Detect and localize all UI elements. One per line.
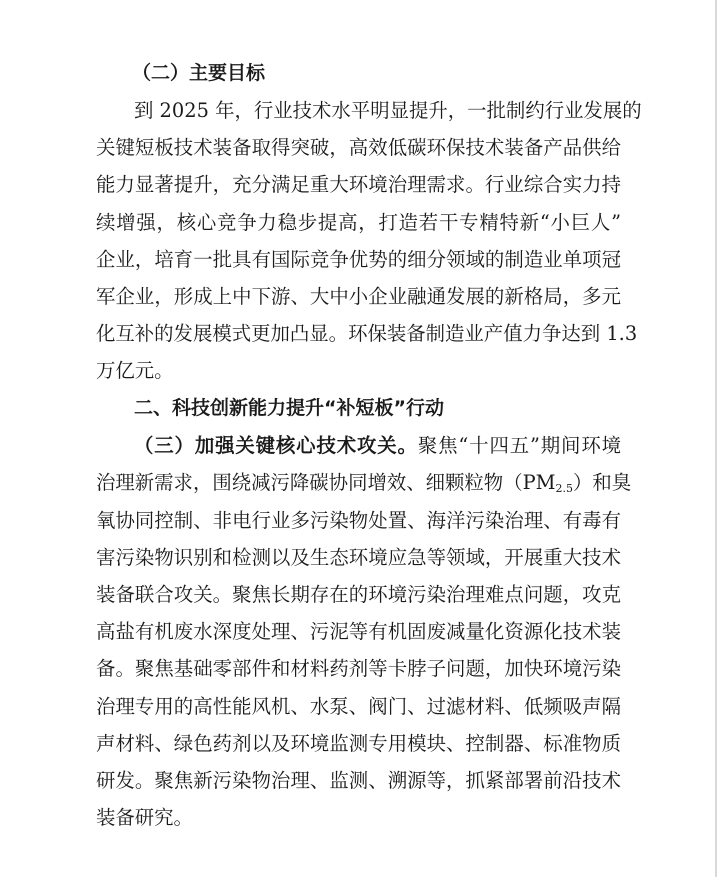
paragraph-line: 关键短板技术装备取得突破，高效低碳环保技术装备产品供给 bbox=[96, 136, 621, 159]
paragraph-line: 治理专用的高性能风机、水泵、阀门、过滤材料、低频吸声隔 bbox=[96, 695, 621, 718]
paragraph-line-lead bbox=[134, 436, 621, 455]
paragraph-line: 化互补的发展模式更加凸显。环保装备制造业产值力争达到 1.3 bbox=[96, 322, 638, 345]
lead-text: 聚焦“十四五”期间环境 bbox=[417, 434, 621, 457]
paragraph-line: 研发。聚焦新污染物治理、监测、溯源等，抓紧部署前沿技术 bbox=[96, 769, 621, 792]
paragraph-line: 备。聚焦基础零部件和材料药剂等卡脖子问题，加快环境污染 bbox=[96, 657, 621, 680]
paragraph-line: 万亿元。 bbox=[96, 359, 174, 382]
pm-subscript: 2.5 bbox=[555, 482, 573, 495]
subsection-heading-key-tech: （三）加强关键核心技术攻关。 bbox=[134, 434, 418, 457]
line-text-post: ）和臭 bbox=[573, 471, 632, 494]
section-heading-innovation-action: 二、科技创新能力提升“补短板”行动 bbox=[134, 397, 444, 419]
paragraph-line: 军企业，形成上中下游、大中小企业融通发展的新格局，多元 bbox=[96, 285, 621, 308]
paragraph-line bbox=[96, 471, 632, 495]
paragraph-line: 企业，培育一批具有国际竞争优势的细分领域的制造业单项冠 bbox=[96, 248, 621, 271]
paragraph-line: 装备联合攻关。聚焦长期存在的环境污染治理难点问题，攻克 bbox=[96, 583, 621, 606]
paragraph-line: 声材料、绿色药剂以及环境监测专用模块、控制器、标准物质 bbox=[96, 732, 621, 755]
paragraph-line: 到 2025 年，行业技术水平明显提升，一批制约行业发展的 bbox=[134, 99, 642, 122]
paragraph-line: 能力显著提升，充分满足重大环境治理需求。行业综合实力持 bbox=[96, 173, 621, 196]
paragraph-line: 续增强，核心竞争力稳步提高，打造若干专精特新“小巨人” bbox=[96, 211, 621, 234]
line-text-pre: 治理新需求，围绕减污降碳协同增效、细颗粒物（PM bbox=[96, 471, 556, 494]
paragraph-line: 高盐有机废水深度处理、污泥等有机固废减量化资源化技术装 bbox=[96, 620, 621, 643]
paragraph-line: 装备研究。 bbox=[96, 806, 193, 829]
paragraph-line: 害污染物识别和检测以及生态环境应急等领域，开展重大技术 bbox=[96, 546, 621, 569]
section-heading-main-goals: （二）主要目标 bbox=[132, 62, 266, 84]
paragraph-line: 氧协同控制、非电行业多污染物处置、海洋污染治理、有毒有 bbox=[96, 509, 621, 532]
